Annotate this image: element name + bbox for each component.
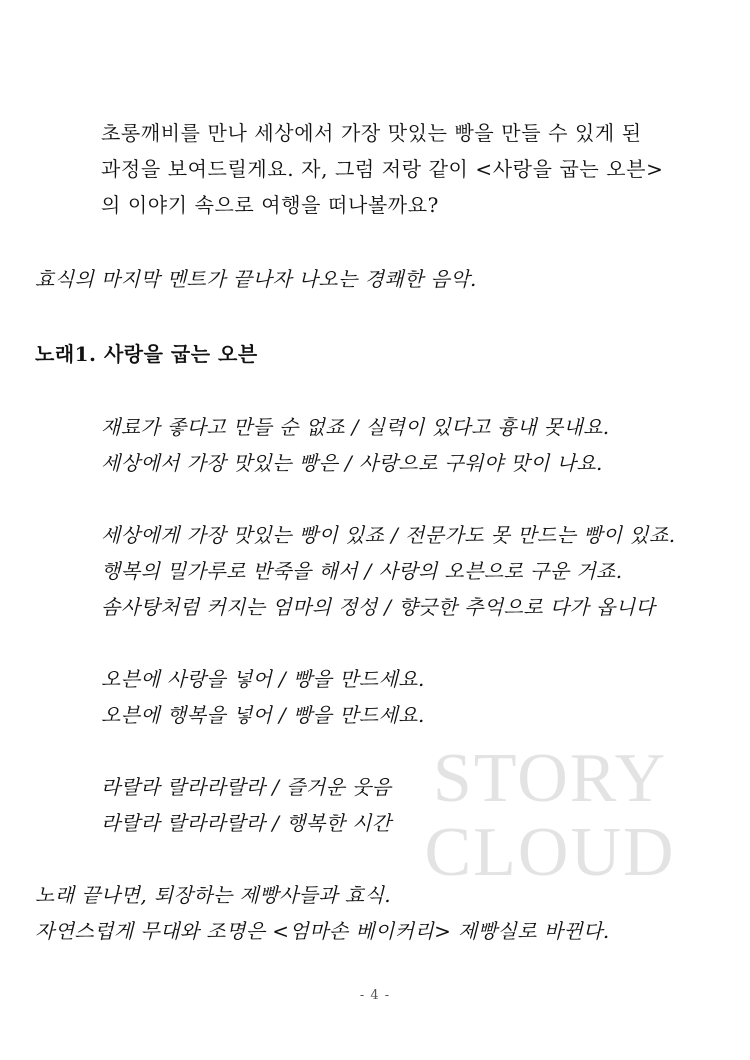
lyric-line: 세상에서 가장 맛있는 빵은 / 사랑으로 구워야 맛이 나요. (101, 451, 603, 475)
lyric-line: 솜사탕처럼 커지는 엄마의 정성 / 향긋한 추억으로 다가 옵니다 (101, 595, 656, 619)
lyric-line: 세상에게 가장 맛있는 빵이 있죠 / 전문가도 못 만드는 빵이 있죠. (101, 523, 676, 547)
page-number: - 4 - (359, 988, 391, 1003)
lyric-line: 행복의 밀가루로 반죽을 해서 / 사랑의 오븐으로 구운 거죠. (101, 559, 623, 583)
stage-direction-set-change: 자연스럽게 무대와 조명은 <엄마손 베이커리> 제빵실로 바뀐다. (35, 919, 610, 943)
song-title: 노래1. 사랑을 굽는 오븐 (35, 342, 258, 366)
lyric-line: 라랄라 랄라라랄라 / 행복한 시간 (101, 811, 392, 835)
watermark-line-2: CLOUD (424, 814, 676, 891)
watermark-line-1: STORY (432, 740, 668, 817)
lyric-line: 오븐에 사랑을 넣어 / 빵을 만드세요. (101, 667, 425, 691)
lyric-line: 라랄라 랄라라랄라 / 즐거운 웃음 (101, 775, 392, 799)
lyric-line: 재료가 좋다고 만들 순 없죠 / 실력이 있다고 흉내 못내요. (101, 415, 610, 439)
intro-line-2: 과정을 보여드릴게요. 자, 그럼 저랑 같이 <사랑을 굽는 오븐> (101, 157, 664, 181)
stage-direction-music: 효식의 마지막 멘트가 끝나자 나오는 경쾌한 음악. (35, 267, 477, 291)
intro-line-1: 초롱깨비를 만나 세상에서 가장 맛있는 빵을 만들 수 있게 된 (101, 121, 642, 145)
intro-line-3: 의 이야기 속으로 여행을 떠나볼까요? (101, 193, 439, 217)
stage-direction-exit: 노래 끝나면, 퇴장하는 제빵사들과 효식. (35, 883, 392, 907)
lyric-line: 오븐에 행복을 넣어 / 빵을 만드세요. (101, 703, 425, 727)
story-cloud-watermark (400, 742, 700, 890)
